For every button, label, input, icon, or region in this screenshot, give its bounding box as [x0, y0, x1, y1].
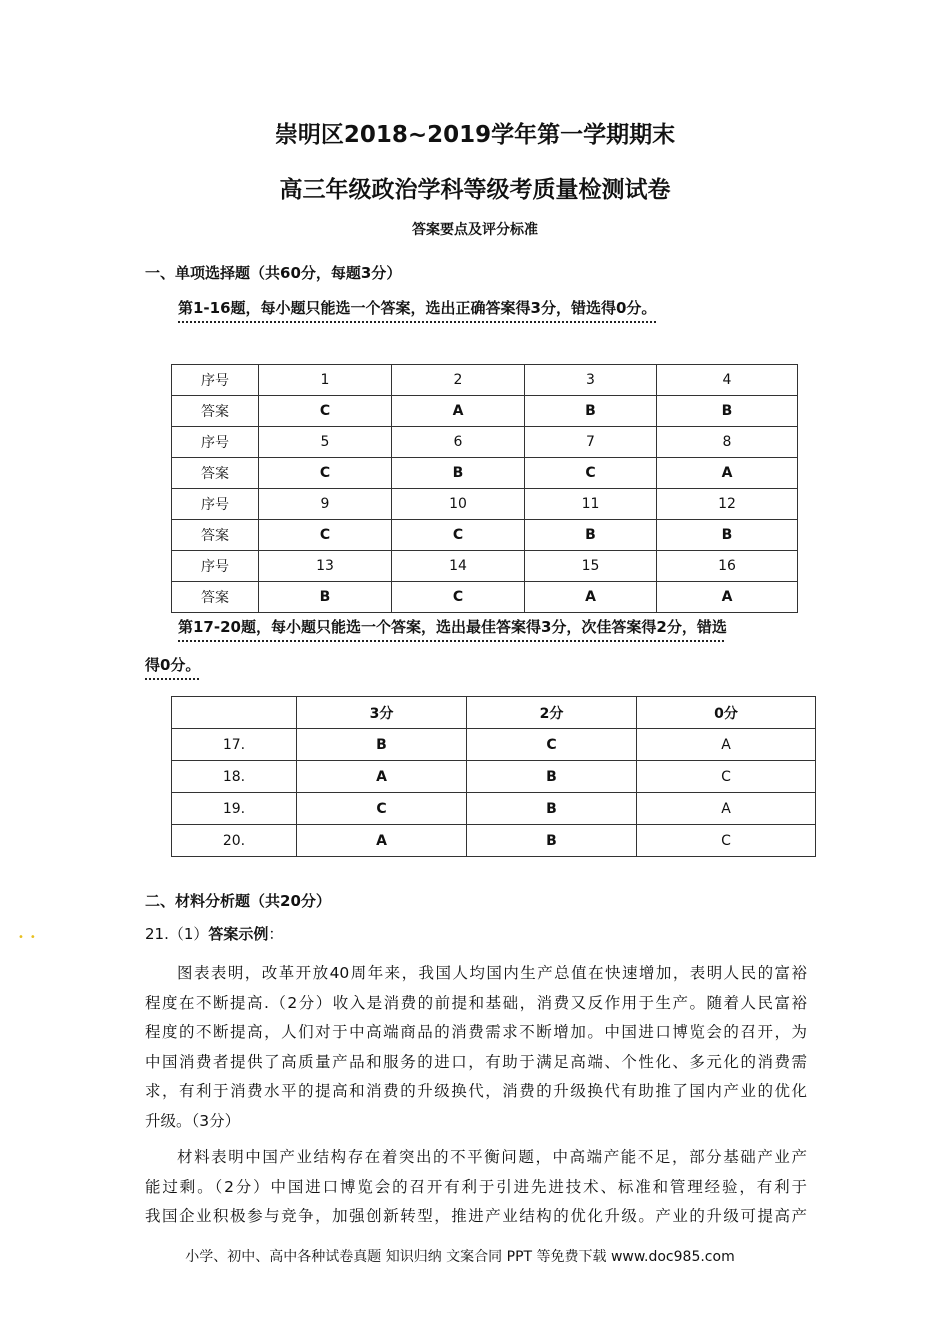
table-cell: A — [657, 458, 798, 489]
row-label-cell: 答案 — [172, 396, 259, 427]
paragraph-line: 图表表明，改革开放40周年来，我国人均国内生产总值在快速增加，表明人民的富裕 — [177, 964, 807, 982]
section1-note1 — [178, 297, 656, 318]
table-row — [172, 793, 816, 825]
footer-text: 小学、初中、高中各种试卷真题 知识归纳 文案合同 PPT 等免费下载 www.doc985.com — [185, 1249, 735, 1265]
title-line-2: 高三年级政治学科等级考质量检测试卷 — [279, 177, 671, 203]
table-cell: 18. — [172, 761, 297, 793]
paragraph-line: 材料表明中国产业结构存在着突出的不平衡问题，中高端产能不足，部分基础产业产 — [177, 1148, 807, 1166]
paragraph-line: 程度的不断提高，人们对于中高端商品的消费需求不断增加。中国进口博览会的召开，为 — [145, 1023, 807, 1041]
table-cell: A — [637, 793, 816, 825]
table-row — [172, 520, 798, 551]
table-cell: 16 — [657, 551, 798, 582]
table-cell: B — [467, 825, 637, 857]
table-header-row — [172, 697, 816, 729]
answer-paragraph-1 — [145, 959, 807, 1136]
paragraph-line: 升级。（3分） — [145, 1111, 241, 1130]
table-cell: A — [297, 761, 467, 793]
table-cell: 17. — [172, 729, 297, 761]
note1-text: 第1-16题，每小题只能选一个答案，选出正确答案得3分，错选得0分。 — [178, 299, 657, 317]
table-cell: 9 — [259, 489, 392, 520]
row-label-cell: 序号 — [172, 427, 259, 458]
q21-label-line — [145, 923, 283, 944]
table-cell: B — [657, 520, 798, 551]
subtitle: 答案要点及评分标准 — [412, 222, 538, 238]
table-cell: 1 — [259, 365, 392, 396]
table-row — [172, 396, 798, 427]
table-cell: 8 — [657, 427, 798, 458]
paragraph-line: 求，有利于消费水平的提高和消费的升级换代，消费的升级换代有助推了国内产业的优化 — [145, 1082, 807, 1100]
table-cell: 5 — [259, 427, 392, 458]
table-row — [172, 458, 798, 489]
answer-paragraph-2 — [145, 1143, 807, 1232]
table-row — [172, 489, 798, 520]
table-row — [172, 729, 816, 761]
paragraph-line: 程度在不断提高.（2分）收入是消费的前提和基础，消费又反作用于生产。随着人民富裕 — [145, 993, 807, 1012]
table-cell: 7 — [525, 427, 657, 458]
table-cell: 19. — [172, 793, 297, 825]
section1-note2 — [178, 616, 727, 637]
table-row — [172, 825, 816, 857]
table-row — [172, 761, 816, 793]
answer-table-2 — [171, 696, 816, 857]
table-cell: 6 — [392, 427, 525, 458]
header-cell: 3分 — [297, 697, 467, 729]
decorative-dots: •• — [18, 932, 42, 943]
q21-label: 答案示例 — [208, 925, 269, 943]
table-cell: 20. — [172, 825, 297, 857]
table-cell: A — [657, 582, 798, 613]
section2-heading: 二、材料分析题（共20分） — [145, 892, 331, 910]
note2-line1: 第17-20题，每小题只能选一个答案，选出最佳答案得3分，次佳答案得2分，错选 — [178, 618, 727, 636]
q21-prefix: 21.（1） — [145, 925, 209, 943]
table-cell: C — [637, 825, 816, 857]
paragraph-line: 能过剩。（2分）中国进口博览会的召开有利于引进先进技术、标准和管理经验，有利于 — [145, 1177, 807, 1196]
table-cell: 12 — [657, 489, 798, 520]
table-cell: 13 — [259, 551, 392, 582]
section1-note2-cont — [145, 654, 200, 675]
table-cell: C — [259, 396, 392, 427]
answer-table-1 — [171, 364, 798, 613]
table-cell: A — [525, 582, 657, 613]
table-row — [172, 365, 798, 396]
table-cell: 10 — [392, 489, 525, 520]
row-label-cell: 序号 — [172, 551, 259, 582]
title-line-1: 崇明区2018~2019学年第一学期期末 — [274, 122, 676, 148]
table-row — [172, 427, 798, 458]
table-cell: 3 — [525, 365, 657, 396]
table-cell: A — [392, 396, 525, 427]
table-cell: B — [525, 396, 657, 427]
table-cell: B — [525, 520, 657, 551]
table-cell: C — [392, 520, 525, 551]
paragraph-line: 我国企业积极参与竞争，加强创新转型，推进产业结构的优化升级。产业的升级可提高产 — [145, 1207, 807, 1225]
table-row — [172, 582, 798, 613]
table-cell: C — [392, 582, 525, 613]
table-cell: B — [392, 458, 525, 489]
table-cell: B — [297, 729, 467, 761]
table-cell: B — [259, 582, 392, 613]
row-label-cell: 答案 — [172, 520, 259, 551]
row-label-cell: 序号 — [172, 489, 259, 520]
paragraph-line: 中国消费者提供了高质量产品和服务的进口，有助于满足高端、个性化、多元化的消费需 — [145, 1052, 807, 1071]
q21-colon: ： — [268, 925, 284, 943]
table-row — [172, 551, 798, 582]
table-cell: 4 — [657, 365, 798, 396]
header-cell — [172, 697, 297, 729]
note2-line2: 得0分。 — [145, 656, 201, 674]
table-cell: 11 — [525, 489, 657, 520]
row-label-cell: 序号 — [172, 365, 259, 396]
header-cell: 2分 — [467, 697, 637, 729]
table-cell: B — [467, 761, 637, 793]
table-cell: 14 — [392, 551, 525, 582]
header-cell: 0分 — [637, 697, 816, 729]
table-cell: C — [297, 793, 467, 825]
table-cell: 15 — [525, 551, 657, 582]
table-cell: C — [259, 520, 392, 551]
table-cell: B — [657, 396, 798, 427]
row-label-cell: 答案 — [172, 582, 259, 613]
table-cell: B — [467, 793, 637, 825]
section1-heading: 一、单项选择题（共60分，每题3分） — [145, 264, 402, 282]
row-label-cell: 答案 — [172, 458, 259, 489]
table-cell: A — [637, 729, 816, 761]
table-cell: C — [525, 458, 657, 489]
table-cell: C — [637, 761, 816, 793]
table-cell: C — [467, 729, 637, 761]
table-cell: C — [259, 458, 392, 489]
table-cell: 2 — [392, 365, 525, 396]
table-cell: A — [297, 825, 467, 857]
